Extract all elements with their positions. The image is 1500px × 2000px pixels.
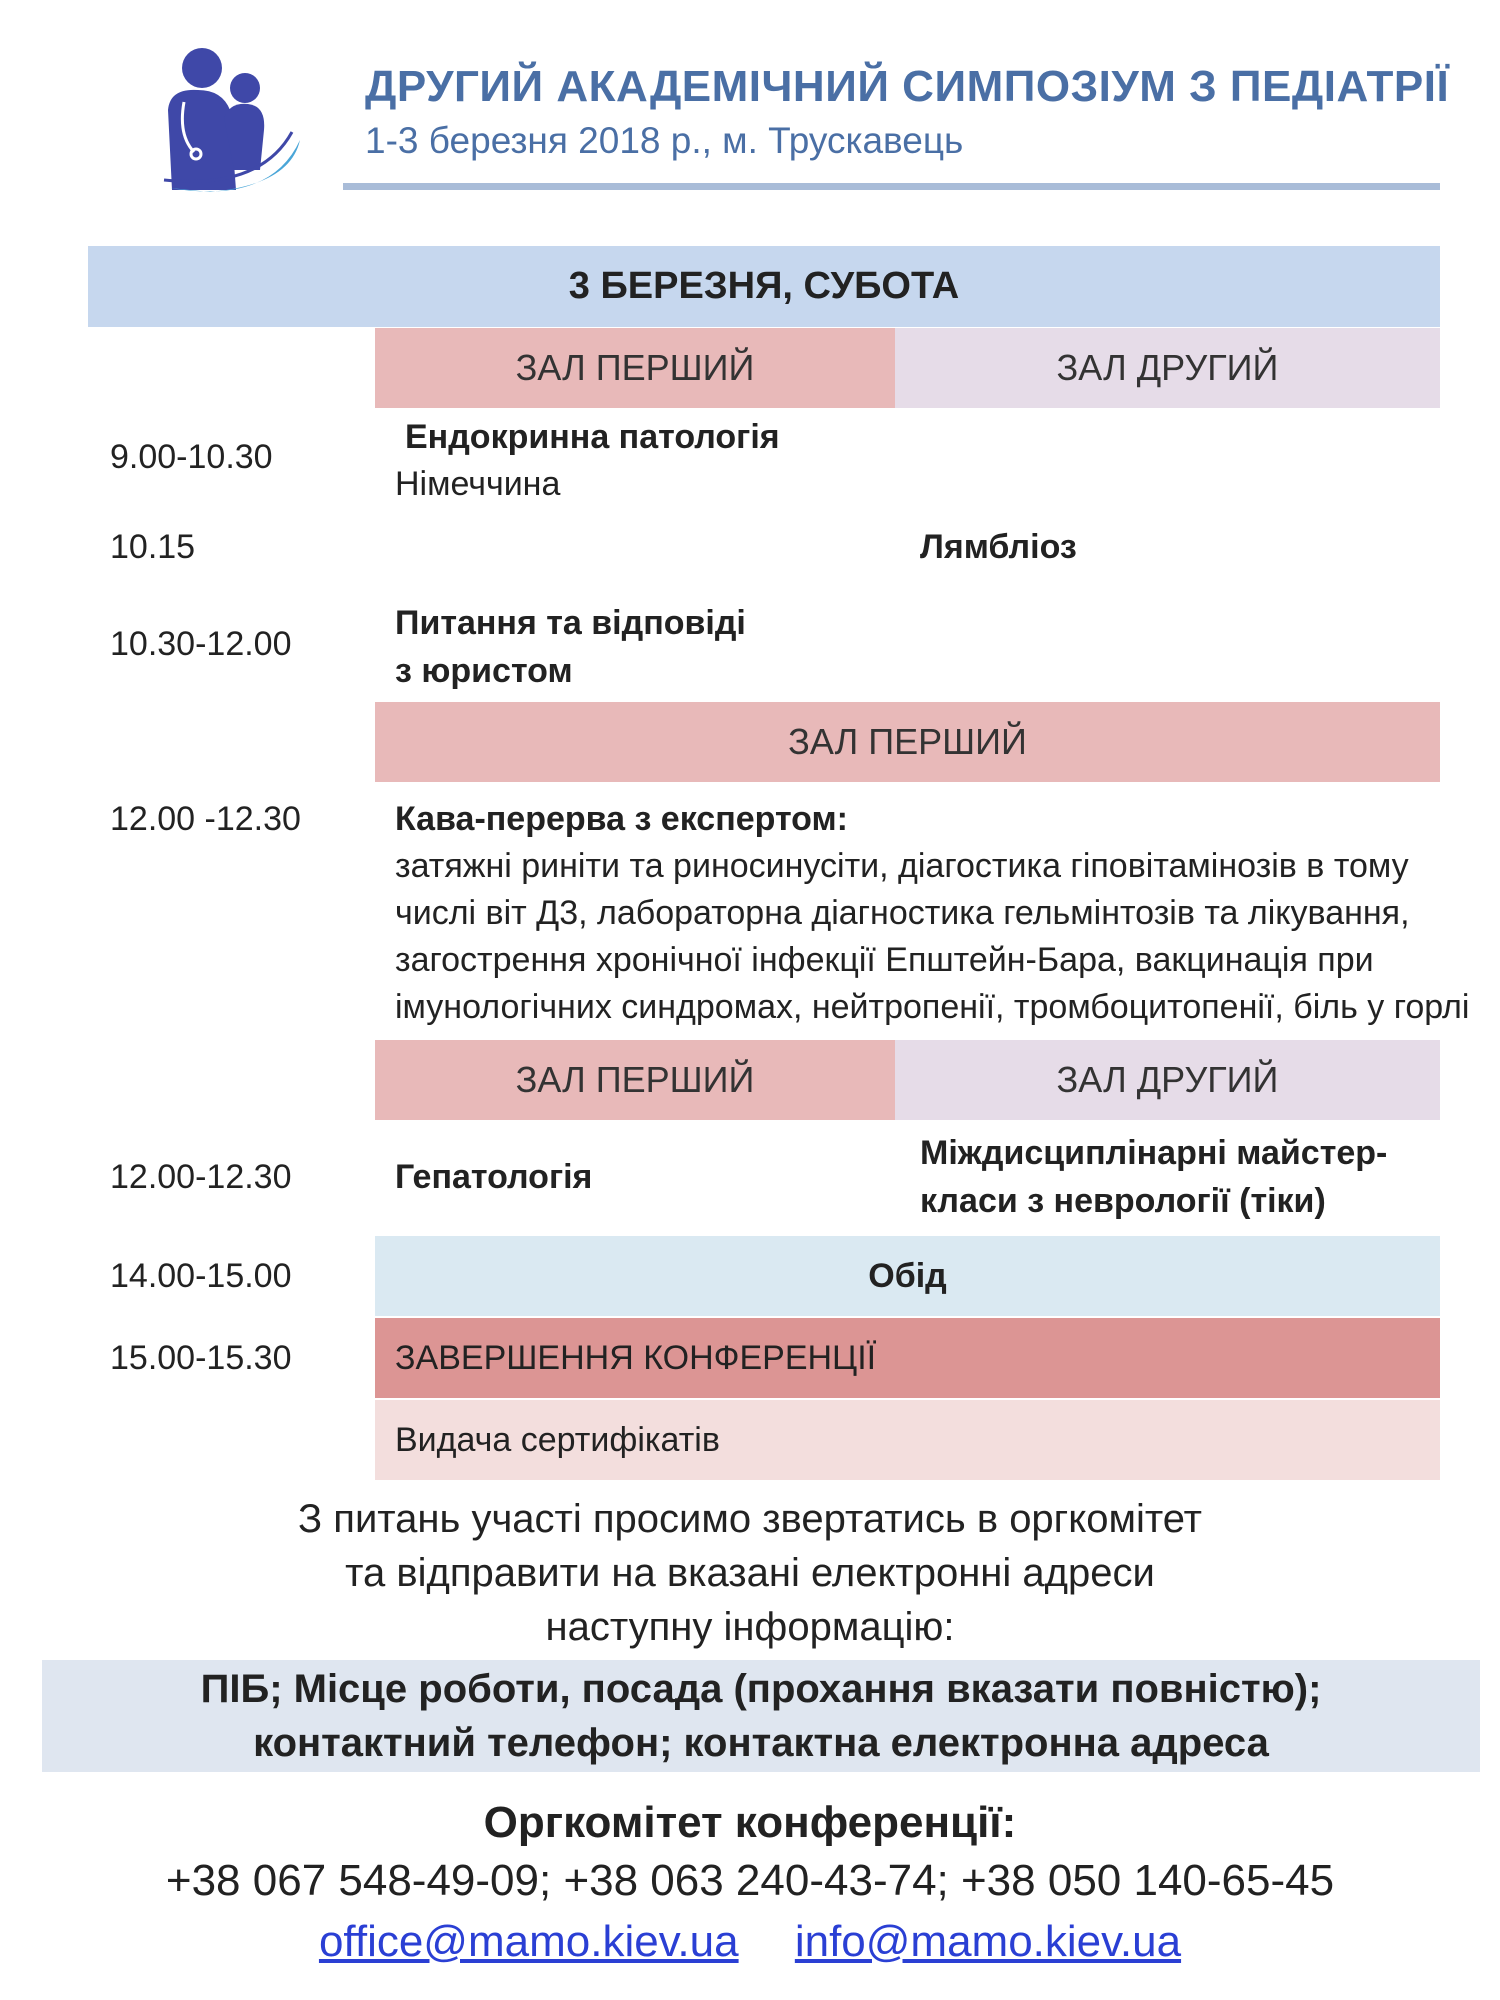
event-date-location: 1-3 березня 2018 р., м. Трускавець <box>365 120 964 161</box>
required-info-box <box>42 1660 1480 1772</box>
session-title: класи з неврології (тіки) <box>920 1182 1326 1220</box>
hall-second-header: ЗАЛ ДРУГИЙ <box>895 1040 1440 1120</box>
session-title: Гепатологія <box>395 1158 593 1196</box>
page-title: ДРУГИЙ АКАДЕМІЧНИЙ СИМПОЗІУМ З ПЕДІАТРІЇ <box>365 62 1450 111</box>
committee-emails <box>0 1917 1500 1967</box>
time-slot: 12.00-12.30 <box>110 1158 292 1196</box>
committee-phones: +38 067 548-49-09; +38 063 240-43-74; +38 050 140-65-45 <box>165 1856 1335 1905</box>
session-title: Міждисциплінарні майстер- <box>920 1134 1388 1172</box>
session-subtitle: Німеччина <box>395 465 561 503</box>
session-title: Питання та відповіді <box>395 604 746 642</box>
session-topic-line: затяжні риніти та риносинусіти, діагостика гіповітамінозів в тому <box>395 847 1409 885</box>
session-topic-line: загострення хронічної інфекції Епштейн-Бара, вакцинація при <box>395 941 1374 979</box>
closing-row: ЗАВЕРШЕННЯ КОНФЕРЕНЦІЇ <box>375 1318 1440 1398</box>
hall-first-header: ЗАЛ ПЕРШИЙ <box>375 702 1440 782</box>
session-topic-line: числі віт Д3, лабораторна діагностика гельмінтозів та лікування, <box>395 894 1410 932</box>
time-slot: 10.15 <box>110 528 196 566</box>
committee-title: Оргкомітет конференції: <box>483 1798 1017 1847</box>
session-title: Ендокринна патологія <box>405 418 780 456</box>
certificates-row: Видача сертифікатів <box>375 1400 1440 1480</box>
session-title: Лямбліоз <box>920 528 1077 566</box>
email-link-info[interactable]: info@mamo.kiev.ua <box>794 1917 1182 1966</box>
hall-first-header: ЗАЛ ПЕРШИЙ <box>375 328 895 408</box>
time-slot: 12.00 -12.30 <box>110 800 301 838</box>
session-title: з юристом <box>395 652 573 690</box>
day-banner: 3 БЕРЕЗНЯ, СУБОТА <box>88 246 1440 327</box>
hall-first-header: ЗАЛ ПЕРШИЙ <box>375 1040 895 1120</box>
contact-note-line: З питань участі просимо звертатись в оргкомітет <box>298 1497 1202 1541</box>
required-info-line: ПІБ; Місце роботи, посада (прохання вказати повністю); <box>200 1667 1322 1711</box>
session-title: Кава-перерва з експертом: <box>395 800 848 838</box>
lunch-row: Обід <box>375 1236 1440 1316</box>
header-divider <box>343 183 1440 190</box>
time-slot: 10.30-12.00 <box>110 625 292 663</box>
session-topic-line: імунологічних синдромах, нейтропенії, тромбоцитопенії, біль у горлі <box>395 988 1470 1026</box>
hall-second-header: ЗАЛ ДРУГИЙ <box>895 328 1440 408</box>
contact-note-line: та відправити на вказані електронні адреси <box>345 1551 1155 1595</box>
email-link-office[interactable]: office@mamo.kiev.ua <box>318 1917 739 1966</box>
doctor-with-child-logo-icon <box>150 40 310 205</box>
contact-note-line: наступну інформацію: <box>545 1605 955 1649</box>
time-slot: 14.00-15.00 <box>110 1257 292 1295</box>
time-slot: 9.00-10.30 <box>110 438 273 476</box>
required-info-line: контактний телефон; контактна електронна адреса <box>253 1721 1269 1765</box>
time-slot: 15.00-15.30 <box>110 1339 292 1377</box>
